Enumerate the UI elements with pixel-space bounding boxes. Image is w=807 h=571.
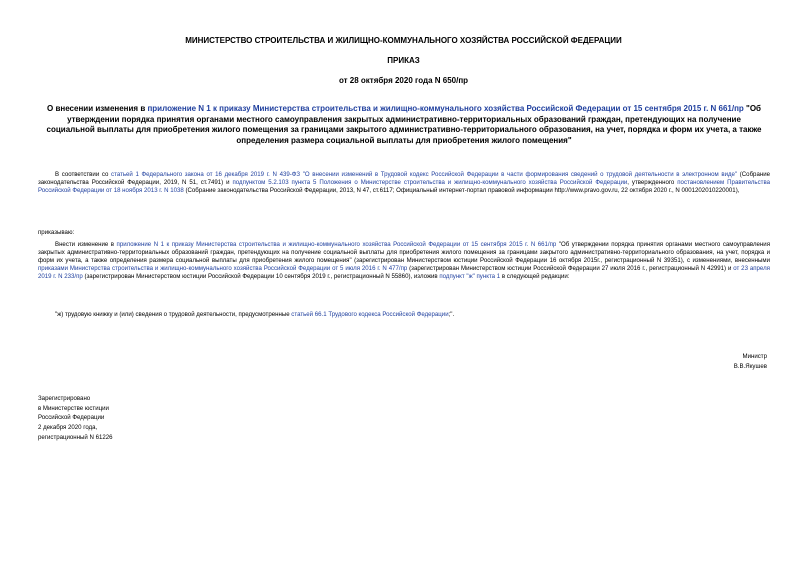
link-appendix-1[interactable]: приложение N 1 к приказу Министерства строительства и жилищно-коммунального хозяйства Российской Федерации от 15 сентября 2015 г. N 661/пр [116,241,557,248]
link-subclause-5-2-103[interactable]: подпунктом 5.2.103 пункта 5 Положения о Министерстве строительства и жилищно-коммунального хозяйства Российской Федерации [232,179,628,187]
paragraph-order-word: приказываю: [38,229,75,236]
paragraph-preamble [38,171,770,195]
signatory-name: В.В.Якушев [733,363,767,370]
text: в следующей редакции: [500,273,570,281]
registration-line: регистрационный N 61226 [38,433,113,441]
text: В соответствии со [55,171,112,178]
link-order-477[interactable]: приказами Министерства строительства и жилищно-коммунального хозяйства Российской Федерации от 5 июля 2016 г. N 477/пр [38,265,408,273]
text: (Собрание законодательства Российской Федерации, 2019, N 51, ст.7491) и [38,171,770,187]
text: (зарегистрирован Министерством юстиции Российской Федерации 27 июля 2016 г., регистрационный N 42991) и [407,265,734,273]
registration-line: Российской Федерации [38,414,105,422]
registration-line: 2 декабря 2020 года, [38,424,98,432]
registration-line: в Министерстве юстиции [38,404,109,412]
title-text: О внесении изменения в [47,104,148,113]
link-order-233[interactable]: от 23 апреля 2019 г. N 233/пр [38,265,770,281]
text: "Об утверждении порядка принятия органами местного самоуправления закрытых административно-территориальных образований граждан, претендующих на получение социальной выплаты для приобретения жилого помещения за границами закрытого административно-территориального образования, на учет, порядка и форм их учета, а также определения размера социальной выплаты для приобретения жилого помещения" (зарегистрирован Министерством юстиции Российской Федерации 16 октября 2015г., регистрационный N 39351), с изменениями, внесенными [38,241,770,265]
link-article-66-1[interactable]: статьей 66.1 Трудового кодекса Российской Федерации [291,311,449,318]
paragraph-new-wording [38,311,770,319]
signature-block [734,352,767,372]
text: , утвержденного [627,179,678,187]
text: "ж) трудовую книжку и (или) сведения о трудовой деятельности, предусмотренные [55,311,292,318]
registration-line: Зарегистрировано [38,395,91,402]
document-title [44,104,764,146]
text: (зарегистрирован Министерством юстиции Российской Федерации 10 сентября 2019 г., регистрационный N 55860), изложив [82,273,440,281]
text: ;". [448,311,455,318]
document-type: ПРИКАЗ [387,56,420,65]
link-government-decree[interactable]: постановлением Правительства Российской Федерации от 18 ноября 2013 г. N 1038 [38,179,771,195]
link-federal-law[interactable]: статьей 1 Федерального закона от 16 декабря 2019 г. N 439-ФЗ "О внесении изменений в Трудовой кодекс Российской Федерации в части формирования сведений о трудовой деятельности в электронном виде" [111,171,738,178]
title-text-rest: "Об утверждении порядка принятия органами местного самоуправления закрытых административно-территориальных образований граждан, претендующих на получение социальной выплаты для приобретения жилого помещения за границами закрытого административно-территориального образования, на учет, порядка и форм их учета, а также определения размера социальной выплаты для приобретения жилого помещения" [46,104,762,145]
document-date-number: от 28 октября 2020 года N 650/пр [338,76,469,85]
registration-block [38,394,113,443]
paragraph-amendment [38,241,770,281]
text: Внести изменение в [55,241,117,248]
text: (Собрание законодательства Российской Федерации, 2013, N 47, ст.6117; Официальный интернет-портал правовой информации http://www.pravo.gov.ru, 22 октября 2020 г., N 0001202010220001), [183,187,740,195]
signatory-position: Министр [742,353,767,360]
title-link-appendix[interactable]: приложение N 1 к приказу Министерства строительства и жилищно-коммунального хозяйства Российской Федерации от 15 сентября 2015 г. N 661/пр [147,104,744,113]
link-subclause-zh[interactable]: подпункт "ж" пункта 1 [439,273,501,281]
ministry-name: МИНИСТЕРСТВО СТРОИТЕЛЬСТВА И ЖИЛИЩНО-КОММУНАЛЬНОГО ХОЗЯЙСТВА РОССИЙСКОЙ ФЕДЕРАЦИИ [185,36,622,45]
